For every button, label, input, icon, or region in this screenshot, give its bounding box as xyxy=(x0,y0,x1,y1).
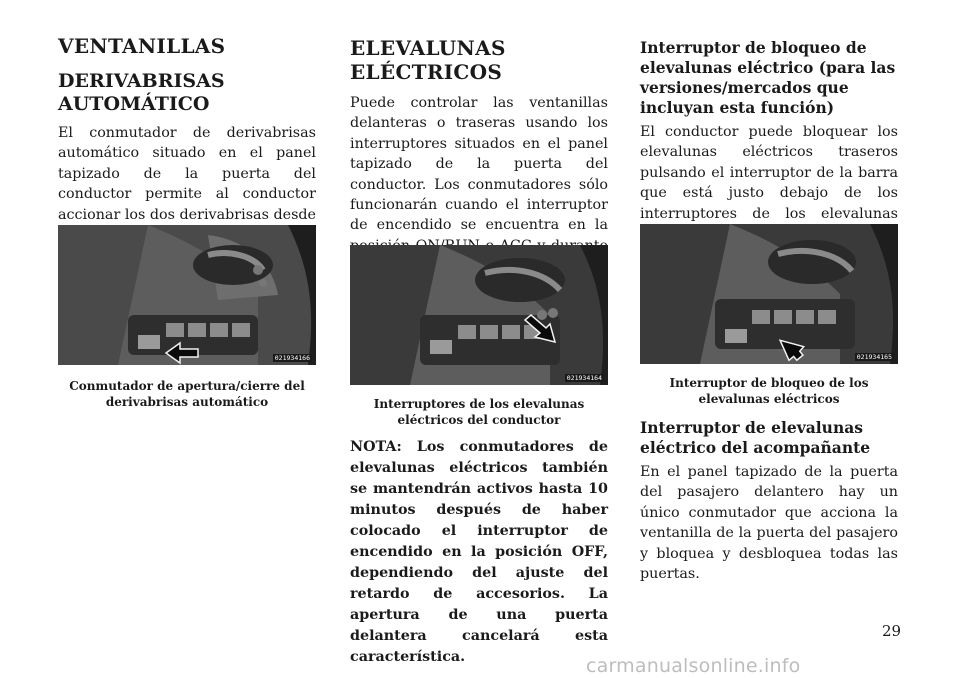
caption-derivabrisas-line1: Conmutador de apertura/cierre del xyxy=(69,379,305,393)
watermark: carmanualsonline.info xyxy=(586,655,801,677)
section-heading-elevalunas-line1: ELEVALUNAS xyxy=(350,36,506,60)
door-panel-photo-icon xyxy=(640,224,898,364)
page-number: 29 xyxy=(882,622,902,640)
paragraph-passenger-switch: En el panel tapizado de la puerta del pasajero delantero hay un único conmutador que acciona la ventanilla de la puerta del pasajero y bloquea y desbloquea todas las puertas. xyxy=(640,464,898,583)
paragraph-elevalunas: Puede controlar las ventanillas delanteras o traseras usando los interruptores situados en el panel tapizado de la puerta del conductor. Los conmutadores sólo funcionarán cuando el interruptor de encendido se encuentra en la xyxy=(350,95,608,234)
heading-passenger-switch: Interruptor de elevalunas eléctrico del acompañante xyxy=(640,418,871,457)
figure-code: 021934166 xyxy=(274,354,310,362)
figure-driver-window-switches xyxy=(350,245,608,385)
note-paragraph: NOTA: Los conmutadores de elevalunas eléctricos también se mantendrán activos hasta 10 minutos después de haber colocado el interruptor de encendido en la posición OFF, dependiendo del ajuste del retardo de accesorios. La apertura de una puerta delantera cancelará esta característica. xyxy=(350,439,608,665)
caption-derivabrisas-line2: derivabrisas automático xyxy=(105,395,269,409)
section-heading-ventanillas: VENTANILLAS xyxy=(58,34,226,58)
figure-code: 021934164 xyxy=(566,374,602,382)
heading-lock-switch: Interruptor de bloqueo de elevalunas eléctrico (para las versiones/mercados que incluyan esta función) xyxy=(640,38,896,117)
subheading-derivabrisas-line2: AUTOMÁTICO xyxy=(58,93,210,115)
section-heading-elevalunas-line2: ELÉCTRICOS xyxy=(350,60,503,84)
caption-lock-switch-line1: Interruptor de bloqueo de los xyxy=(669,376,869,390)
caption-lock-switch-line2: elevalunas eléctricos xyxy=(698,392,840,406)
caption-driver-switches-line2: eléctricos del conductor xyxy=(397,413,561,427)
paragraph-derivabrisas: El conmutador de derivabrisas automático situado en el panel tapizado de la puerta del conductor permite al conductor accionar los dos derivabrisas desde xyxy=(58,125,317,223)
paragraph-lock-switch: El conductor puede bloquear los elevalunas eléctricos traseros pulsando el interruptor de la barra que está justo debajo de los interruptores de los elevalunas xyxy=(640,124,898,222)
door-panel-photo-icon xyxy=(350,245,608,385)
caption-driver-switches-line1: Interruptores de los elevalunas xyxy=(373,397,585,411)
door-panel-photo-icon xyxy=(58,225,316,365)
figure-lock-switch xyxy=(640,224,898,364)
figure-code: 021934165 xyxy=(856,353,892,361)
subheading-derivabrisas-line1: DERIVABRISAS xyxy=(58,70,225,92)
figure-derivabrisas-switch xyxy=(58,225,316,365)
